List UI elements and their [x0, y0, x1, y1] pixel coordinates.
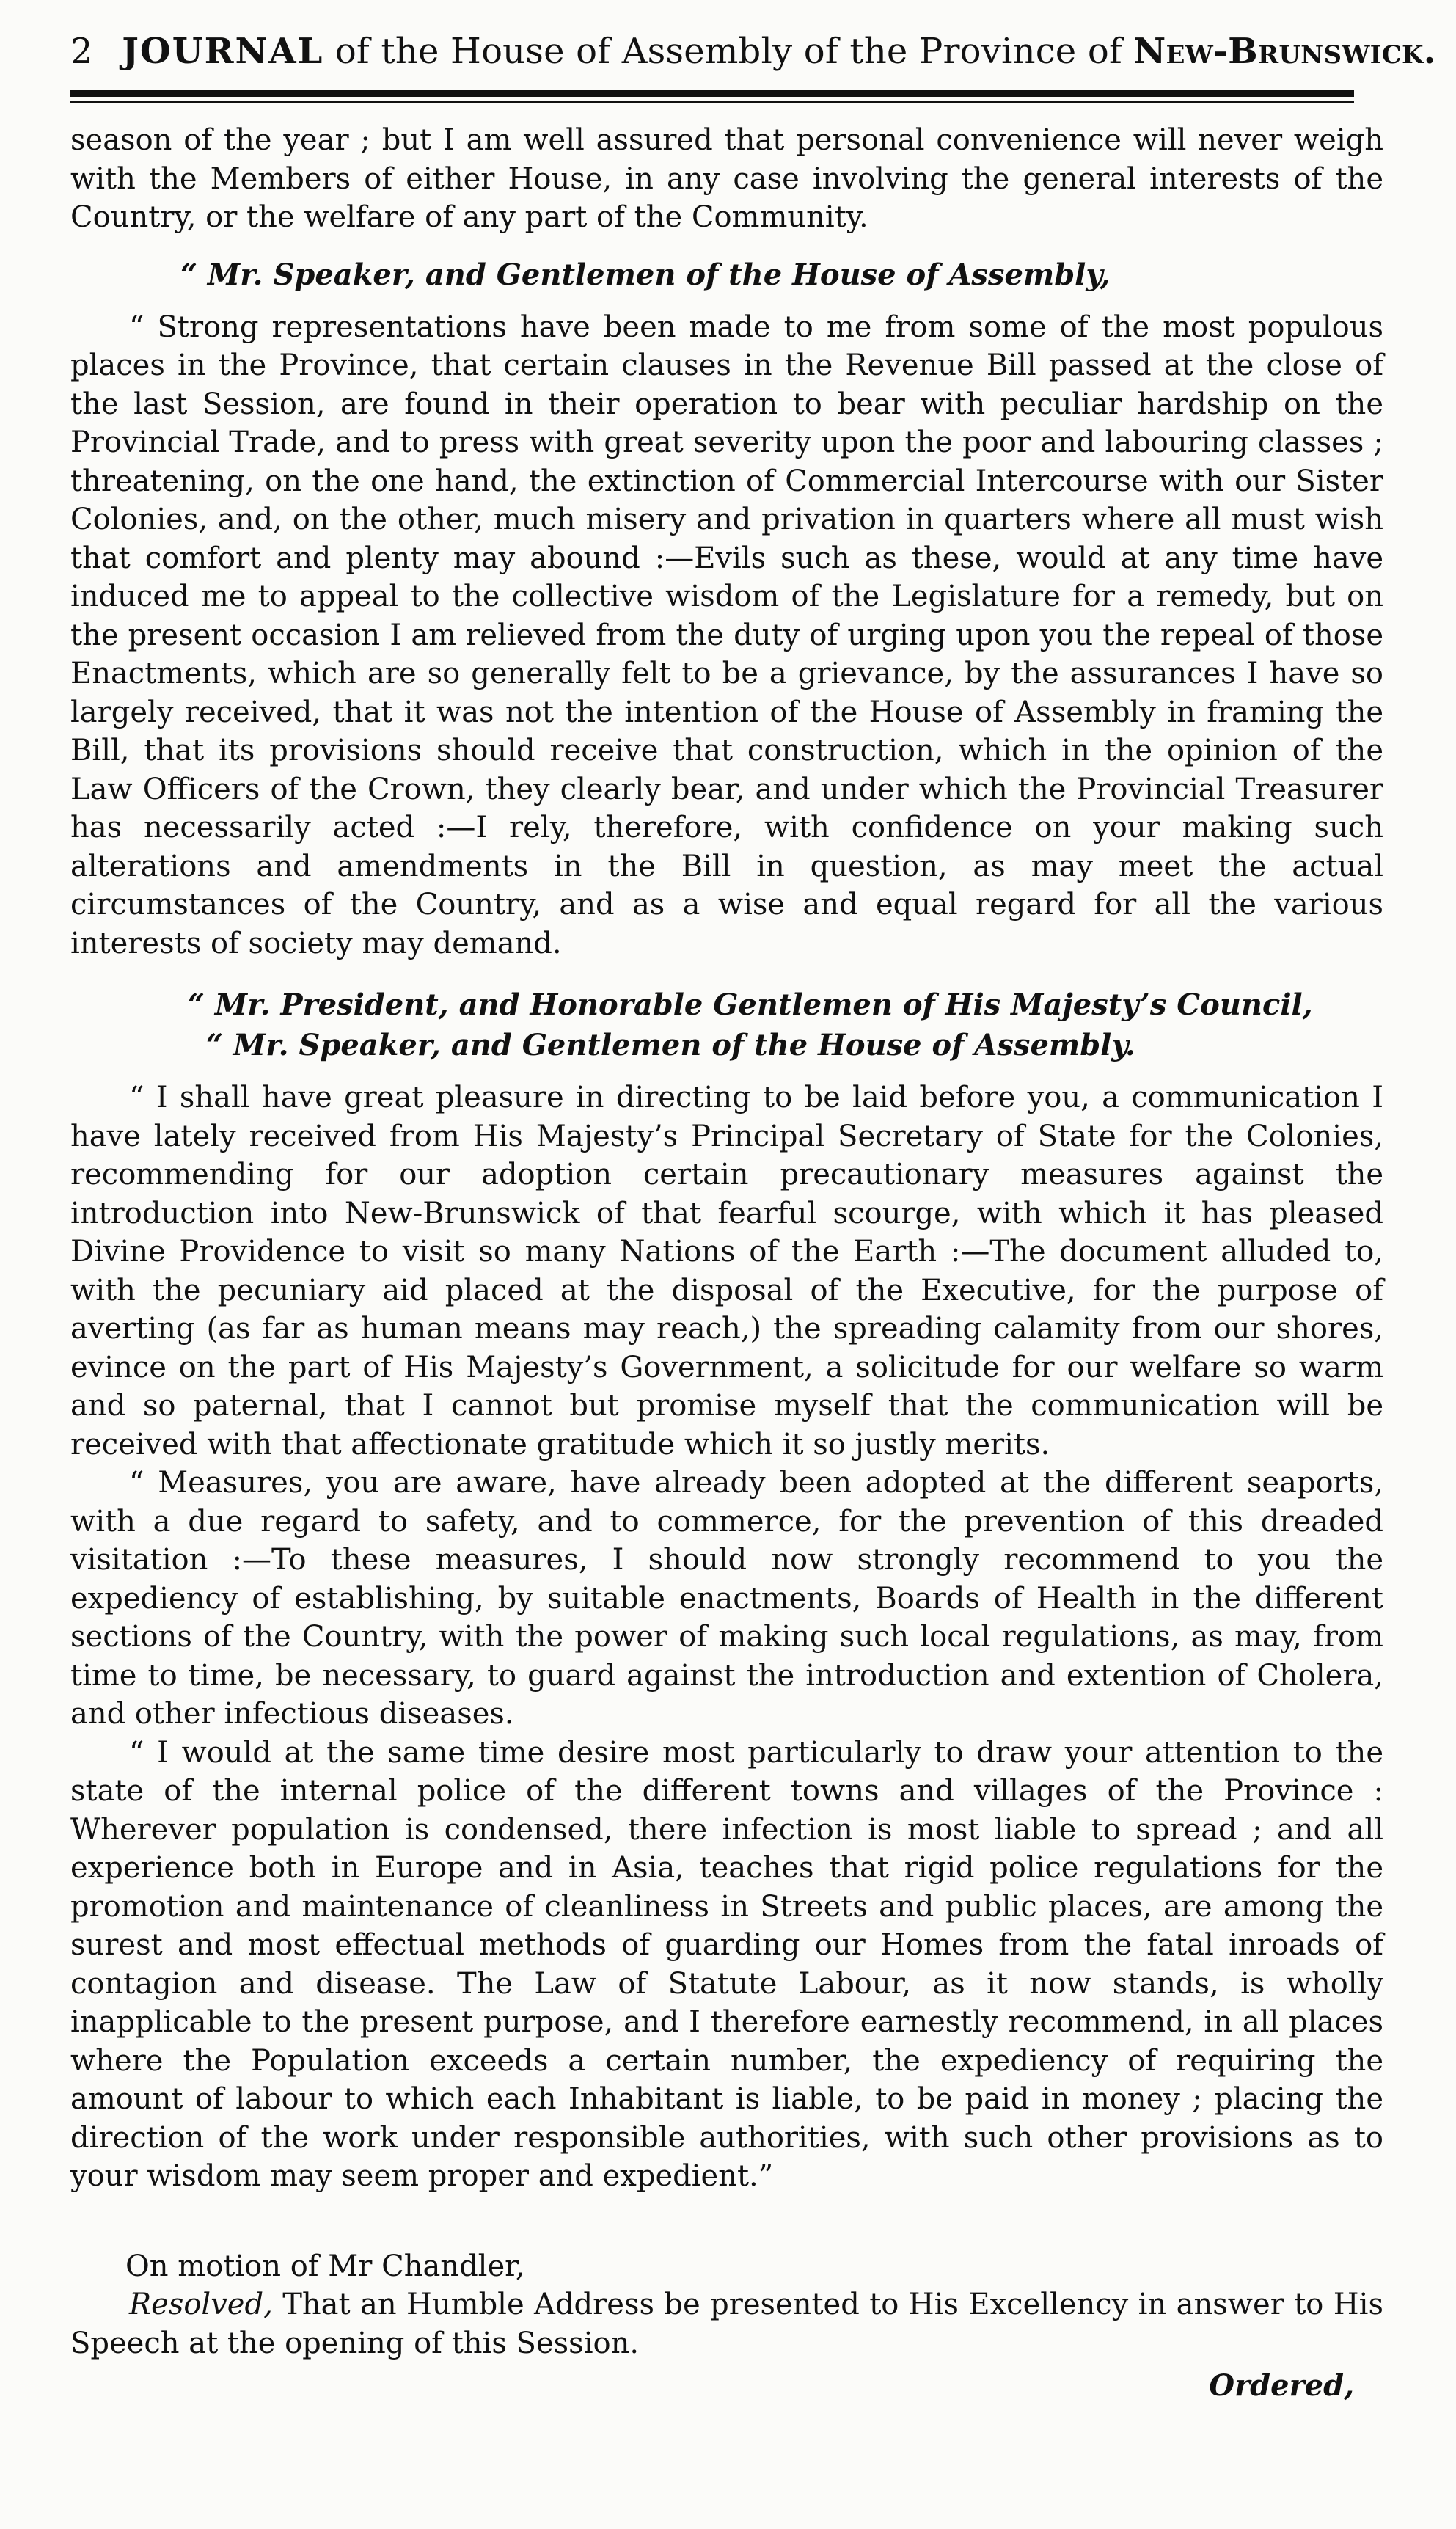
- resolution: [70, 2285, 1383, 2362]
- salutation-assembly: “ Mr. Speaker, and Gentlemen of the House of Assembly.: [206, 1028, 1135, 1062]
- journal-page: [70, 29, 1436, 2405]
- journal-title-rest: of the House of Assembly of the Province of: [334, 31, 1122, 72]
- paragraph-continuation: season of the year ; but I am well assured that personal convenience will never weigh with the Members of either House, in any case involving the general interests of the Country, or the welfare of any part of the Community.: [70, 123, 1383, 234]
- salutation-house-of-assembly: “ Mr. Speaker, and Gentlemen of the House of Assembly,: [180, 257, 1111, 292]
- province-name: New-Brunswick.: [1133, 31, 1436, 72]
- resolution-text: That an Humble Address be presented to His Excellency in answer to His Speech at the opening of this Session.: [70, 2288, 1384, 2360]
- running-head: [70, 29, 1436, 73]
- paragraph-revenue-bill: “ Strong representations have been made to me from some of the most populous places in the Province, that certain clauses in the Revenue Bill passed at the close of the last Session, are found in their operation to bear with peculiar hardship on the Provincial Trade, and to press with great severity upon the poor and labouring classes ; threatening, on the one hand, the extinction of Commercial Intercourse with our Sister Colonies, and, on the other, much misery and privation in quarters where all must wish that comfort and plenty may abound :—Evils such as these, would at any time have induced me to appeal to the collective wisdom of the Legislature for a remedy, but on the present occasion I am relieved from the duty of urging upon you the repeal of those Enactments, which are so generally felt to be a grievance, by the assurances I have so largely received, that it was not the intention of the House of Assembly in framing the Bill, that its provisions should receive that construction, which in the opinion of the Law Officers of the Crown, they clearly bear, and under which the Provincial Treasurer has necessarily acted :—I rely, therefore, with confidence on your making such alterations and amendments in the Bill in question, as may meet the actual circumstances of the Country, and as a wise and equal regard for all the various interests of society may demand.: [70, 310, 1383, 960]
- page-body: [70, 121, 1383, 2405]
- header-rule-thick: [70, 90, 1354, 97]
- page-number: 2: [70, 31, 93, 72]
- paragraph-police: “ I would at the same time desire most particularly to draw your attention to the state of the internal police of the different towns and villages of the Province : Wherever population is condensed, there infection is most liable to spread ; and all experience both in Europe and in Asia, teaches that rigid police regulations for the promotion and maintenance of cleanliness in Streets and public places, are among the surest and most effectual methods of guarding our Homes from the fatal inroads of contagion and disease. The Law of Statute Labour, as it now stands, is wholly inapplicable to the present purpose, and I therefore earnestly recommend, in all places where the Population exceeds a certain number, the expediency of requiring the amount of labour to which each Inhabitant is liable, to be paid in money ; placing the direction of the work under responsible authorities, with such other provisions as to your wisdom may seem proper and expedient.”: [70, 1735, 1383, 2193]
- salutation-council: “ Mr. President, and Honorable Gentlemen of His Majesty’s Council,: [188, 988, 1313, 1022]
- header-rule-thin: [70, 101, 1354, 103]
- paragraph-measures: “ Measures, you are aware, have already been adopted at the different seaports, with a due regard to safety, and to commerce, for the prevention of this dreaded visitation :—To these measures, I should now strongly recommend to you the expediency of establishing, by suitable enactments, Boards of Health in the different sections of the Country, with the power of making such local regulations, as may, from time to time, be necessary, to guard against the introduction and extention of Cholera, and other infectious diseases.: [70, 1466, 1383, 1731]
- paragraph-communication: “ I shall have great pleasure in directing to be laid before you, a communication I have lately received from His Majesty’s Principal Secretary of State for the Colonies, recommending for our adoption certain precautionary measures against the introduction into New-Brunswick of that fearful scourge, with which it has pleased Divine Providence to visit so many Nations of the Earth :—The document alluded to, with the pecuniary aid placed at the disposal of the Executive, for the purpose of averting (as far as human means may reach,) the spreading calamity from our shores, evince on the part of His Majesty’s Government, a solicitude for our welfare so warm and so paternal, that I cannot but promise myself that the communication will be received with that affectionate gratitude which it so justly merits.: [70, 1081, 1383, 1461]
- catchword: Ordered,: [1209, 2368, 1354, 2403]
- resolved-label: Resolved,: [129, 2288, 273, 2321]
- journal-title-word: JOURNAL: [122, 31, 324, 72]
- motion-line: On motion of Mr Chandler,: [125, 2249, 525, 2283]
